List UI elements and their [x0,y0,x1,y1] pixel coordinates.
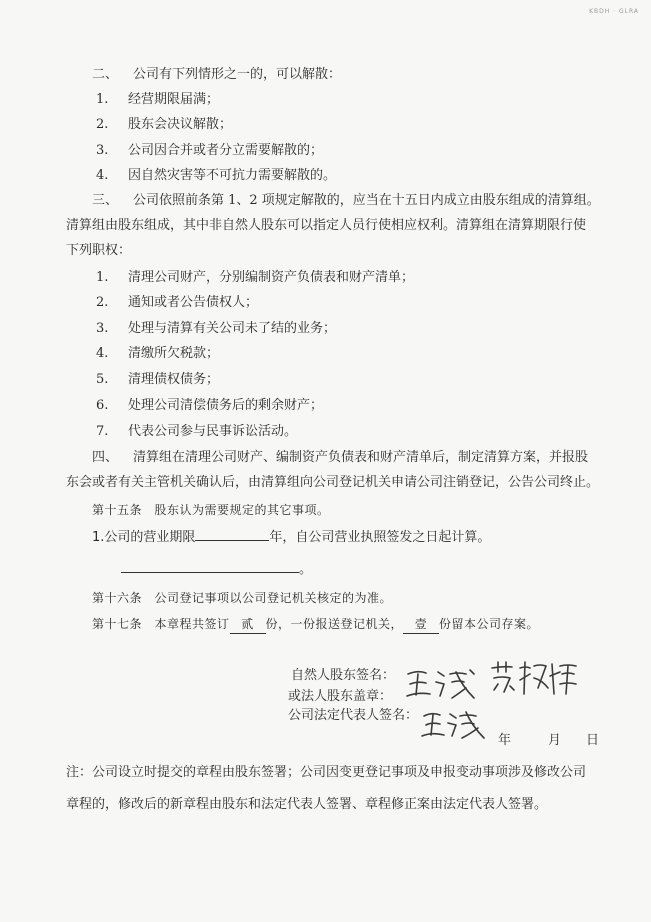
item-number: 4. [96,346,109,361]
section-2-text: 公司有下列情形之一的，可以解散： [133,67,342,82]
section-4-para: 清算组在清理公司财产、编制资产负债表和财产清单后，制定清算方案，并报股 [133,450,589,465]
list-item: 清缴所欠税款； [128,346,220,361]
business-term-suffix: 年，自公司营业执照签发之日起计算。 [269,530,491,545]
item-number: 3. [96,321,109,336]
section-3-para: 清算组由股东组成，其中非自然人股东可以指定人员行使相应权利。清算组在清算期限行使 [66,218,587,233]
footnote-line: 注：公司设立时提交的章程由股东签署；公司因变更登记事项及申报变动事项涉及修改公司 [66,765,587,780]
list-item: 清理公司财产，分别编制资产负债表和财产清单； [128,270,415,285]
business-term-line [92,528,490,547]
list-item: 股东会决议解散； [128,117,233,132]
handwritten-signature [420,706,486,746]
section-3-label: 三、 [92,193,119,208]
item-number: 3. [96,143,109,158]
other-matters-line [121,560,312,579]
list-item: 公司因合并或者分立需要解散的； [128,143,324,158]
handwritten-signature [404,664,484,708]
date-year: 年 [498,733,512,748]
article-17-part-c: 份留本公司存案。 [439,617,540,631]
item-number: 7. [96,424,109,439]
list-item: 通知或者公告债权人； [128,295,259,310]
article-16: 第十六条 公司登记事项以公司登记机关核定的为准。 [92,591,393,605]
header-mark: KBDH · GLRA [589,8,639,15]
section-3-para: 公司依照前条第 1、2 项规定解散的，应当在十五日内成立由股东组成的清算组。 [133,193,600,208]
section-3-para: 下列职权： [66,243,132,258]
blank-end-mark: 。 [299,562,313,577]
business-term-blank [195,528,269,541]
item-number: 1. [96,270,109,285]
item-number: 4. [96,168,109,183]
article-15: 第十五条 股东认为需要规定的其它事项。 [92,503,330,517]
copies-count: 贰 [230,615,266,634]
legal-person-seal-label: 或法人股东盖章： [288,689,393,704]
handwritten-signature [490,658,580,704]
section-2-label: 二、 [92,67,119,82]
item-number: 5. [96,372,109,387]
list-item: 清理债权债务； [128,372,220,387]
natural-person-signature-label: 自然人股东签名： [291,668,396,683]
item-number: 6. [96,398,109,413]
date-month: 月 [548,733,562,748]
list-item: 处理公司清偿债务后的剩余财产； [128,398,324,413]
business-term-prefix: 1.公司的营业期限 [92,530,196,545]
other-matters-blank [121,560,299,573]
section-4-para: 东会或者有关主管机关确认后，由清算组向公司登记机关申请公司注销登记，公告公司终止。 [66,475,600,490]
list-item: 处理与清算有关公司未了结的业务； [128,321,337,336]
list-item: 经营期限届满； [128,92,220,107]
copies-kept: 壹 [403,615,439,634]
article-17-part-a: 第十七条 本章程共签订 [92,617,230,631]
list-item: 因自然灾害等不可抗力需要解散的。 [128,168,337,183]
list-item: 代表公司参与民事诉讼活动。 [128,424,298,439]
section-4-label: 四、 [92,450,119,465]
footnote-line: 章程的，修改后的新章程由股东和法定代表人签署、章程修正案由法定代表人签署。 [66,797,548,812]
article-17-part-b: 份，一份报送登记机关， [265,617,404,631]
date-day: 日 [586,733,600,748]
article-17 [92,615,539,634]
item-number: 1. [96,92,109,107]
legal-representative-signature-label: 公司法定代表人签名： [288,708,419,723]
item-number: 2. [96,117,109,132]
item-number: 2. [96,295,109,310]
